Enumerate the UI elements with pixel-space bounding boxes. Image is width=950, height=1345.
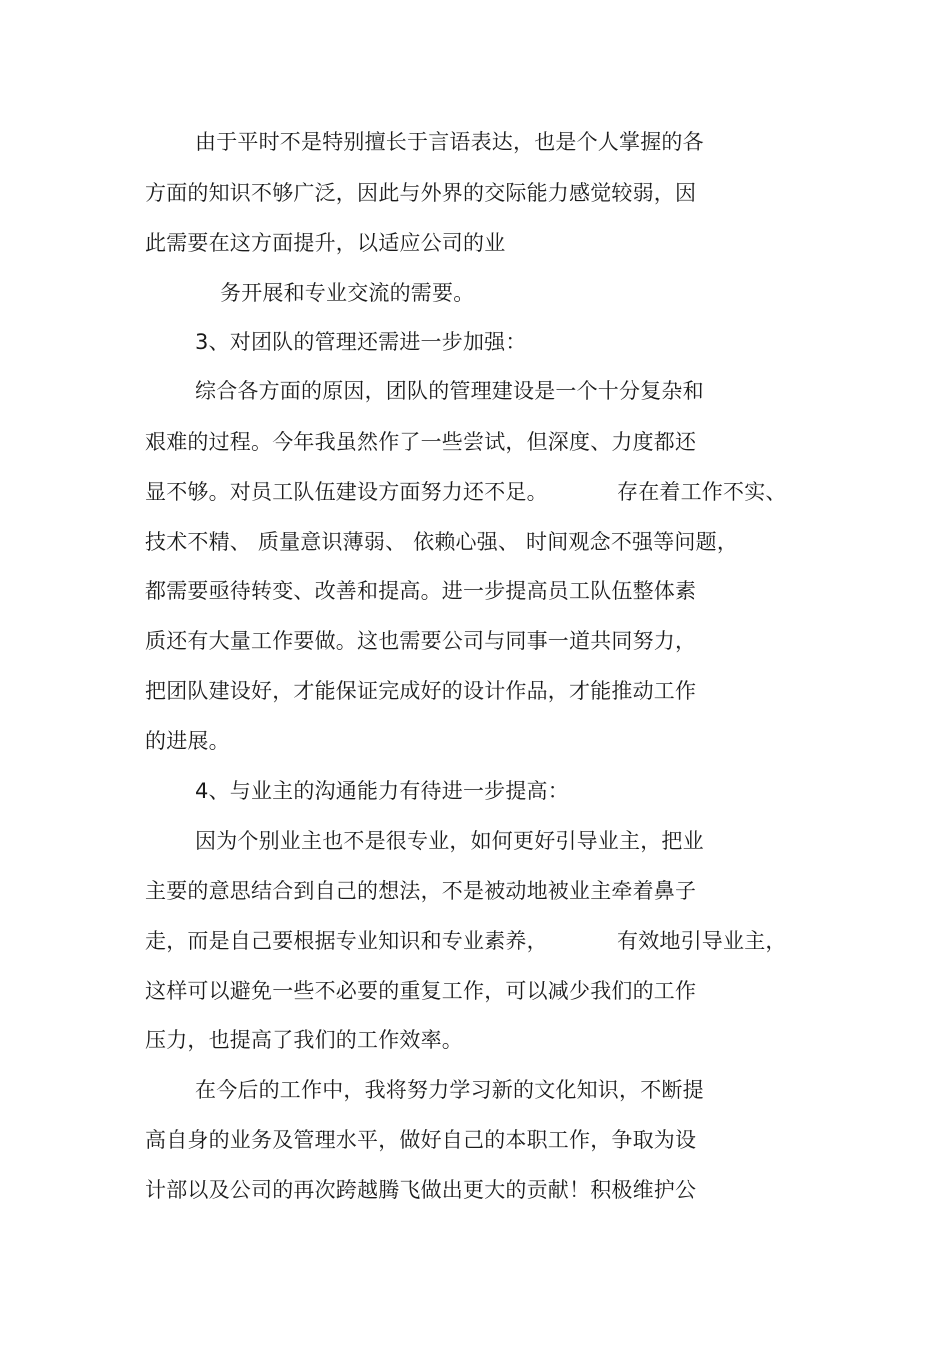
text-line: 这样可以避免一些不必要的重复工作，可以减少我们的工作: [145, 979, 697, 1003]
text-line: 技术不精、 质量意识薄弱、 依赖心强、 时间观念不强等问题，: [145, 530, 739, 554]
text-line: 的进展。: [145, 729, 230, 753]
text-line: 主要的意思结合到自己的想法，不是被动地被业主牵着鼻子: [145, 879, 697, 903]
text-line: 务开展和专业交流的需要。: [220, 281, 475, 305]
section-heading: 3、对团队的管理还需进一步加强：: [195, 330, 527, 354]
text-line: 艰难的过程。今年我虽然作了一些尝试，但深度、力度都还: [145, 430, 697, 454]
text-line: 把团队建设好，才能保证完成好的设计作品，才能推动工作: [145, 679, 697, 703]
text-line: 显不够。对员工队伍建设方面努力还不足。: [145, 480, 548, 504]
text-line: 在今后的工作中，我将努力学习新的文化知识，不断提: [195, 1078, 704, 1102]
text-line: 存在着工作不实、: [617, 480, 787, 504]
text-line: 计部以及公司的再次跨越腾飞做出更大的贡献！积极维护公: [145, 1178, 697, 1202]
text-line: 压力，也提高了我们的工作效率。: [145, 1028, 463, 1052]
text-line: 高自身的业务及管理水平，做好自己的本职工作，争取为设: [145, 1128, 697, 1152]
text-line: 都需要亟待转变、改善和提高。进一步提高员工队伍整体素: [145, 579, 697, 603]
text-line: 此需要在这方面提升，以适应公司的业: [145, 231, 506, 255]
text-line: 走，而是自己要根据专业知识和专业素养，: [145, 929, 548, 953]
text-line: 质还有大量工作要做。这也需要公司与同事一道共同努力，: [145, 629, 697, 653]
text-line: 有效地引导业主，: [617, 929, 787, 953]
text-line: 综合各方面的原因，团队的管理建设是一个十分复杂和: [195, 379, 704, 403]
section-heading: 4、与业主的沟通能力有待进一步提高：: [195, 779, 569, 803]
text-line: 由于平时不是特别擅长于言语表达，也是个人掌握的各: [195, 130, 704, 154]
text-line: 因为个别业主也不是很专业，如何更好引导业主，把业: [195, 829, 704, 853]
text-line: 方面的知识不够广泛，因此与外界的交际能力感觉较弱，因: [145, 181, 697, 205]
